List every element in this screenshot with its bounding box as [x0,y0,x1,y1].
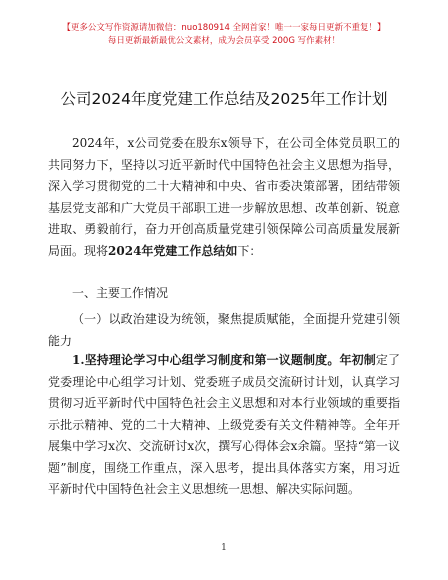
intro-text: 2024年，x公司党委在股东x领导下，在公司全体党员职工的共同努力下，坚持以习近平新时代中国特色社会主义思想为指导，深入学习贯彻党的二十大精神和中央、省市委决策部署，团结带领基层党支部和广大党员干部职工进一步解放思想、改革创新、锐意进取、勇毅前行，奋力开创高质量党建引领保障公司高质量发展新局面。现将 [48,136,400,258]
subsection-heading-1: （一）以政治建设为统领，聚焦提质赋能，全面提升党建引领能力 [48,312,400,348]
section-heading-1: 一、主要工作情况 [72,286,169,300]
intro-paragraph [48,133,400,262]
intro-bold-text: 2024年党建工作总结如 [108,243,238,258]
promo-line-2: 每日更新最新最优公文素材，成为会员享受 200G 写作素材！ [107,36,341,46]
item-paragraph-1 [48,350,400,501]
item-1-bold-text: 1.坚持理论学习中心组学习制度和第一议题制度。年初制 [72,353,376,367]
item-1-text: 定了党委理论中心组学习计划、党委班子成员交流研讨计划，认真学习贯彻习近平新时代中国特色社会主义思想和对本行业领域的重要指示批示精神、党的二十大精神、上级党委有关文件精神等。全年开展集中学习x次、交流研讨x次，撰写心得体会x余篇。坚持“第一议题”制度，围绕工作重点，深入思考，提出具体落实方案，用习近平新时代中国特色社会主义思想统一思想、解决实际问题。 [48,353,400,496]
page-number: 1 [221,543,227,553]
promo-banner [0,22,448,48]
document-title: 公司2024年度党建工作总结及2025年工作计划 [60,90,388,108]
intro-end-text: 下： [237,243,262,258]
promo-line-1: 【更多公文写作资源请加微信：nuo180914 全网首家！唯一一家每日更新不重复！】 [62,23,386,33]
